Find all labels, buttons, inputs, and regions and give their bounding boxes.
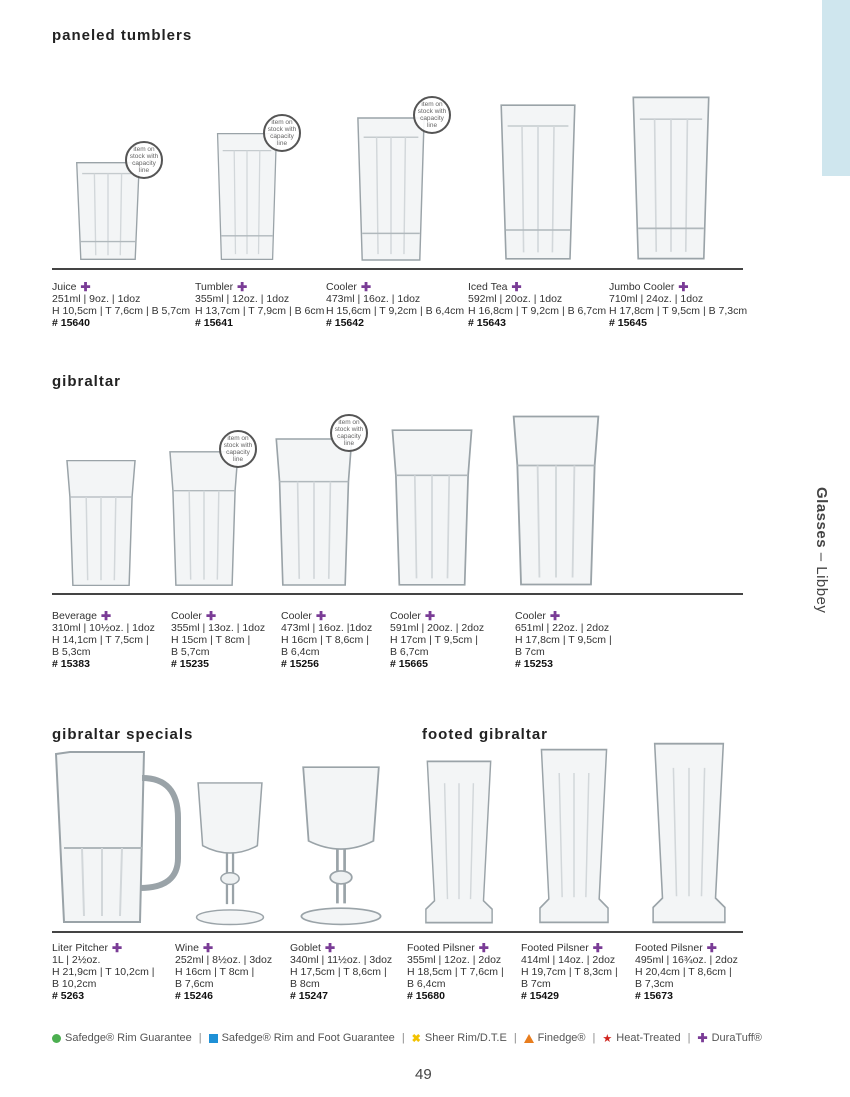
product-dimensions: H 18,5cm | T 7,6cm | <box>407 966 504 978</box>
side-tab <box>822 0 850 176</box>
product-dimensions: H 10,5cm | T 7,6cm | B 5,7cm <box>52 305 191 317</box>
duratuff-plus-icon: ✚ <box>237 280 248 294</box>
product-code: # 15640 <box>52 317 90 329</box>
green-dot-icon <box>52 1034 61 1043</box>
product-code: # 15256 <box>281 658 319 670</box>
duratuff-plus-icon: ✚ <box>706 941 717 955</box>
glass-image <box>389 427 475 588</box>
duratuff-plus-icon: ✚ <box>424 609 435 623</box>
glass-image <box>215 131 279 262</box>
product-dimensions: H 21,9cm | T 10,2cm | <box>52 966 155 978</box>
product-name: Cooler <box>515 610 546 622</box>
product-dimensions-cont: B 6,4cm <box>281 646 320 658</box>
page-number: 49 <box>415 1066 432 1083</box>
legend-separator: | <box>198 1032 202 1044</box>
capacity-badge <box>125 141 163 179</box>
product-code: # 15642 <box>326 317 364 329</box>
product-dimensions: H 14,1cm | T 7,5cm | <box>52 634 149 646</box>
product-name: Goblet <box>290 942 321 954</box>
red-star-icon: ★ <box>602 1032 613 1045</box>
glass-image <box>510 413 602 588</box>
duratuff-plus-icon: ✚ <box>205 609 216 623</box>
product-dimensions-cont: B 6,4cm <box>407 978 446 990</box>
glass-image <box>64 458 138 588</box>
product-dimensions: H 13,7cm | T 7,9cm | B 6cm <box>195 305 325 317</box>
product-dimensions: H 19,7cm | T 8,3cm | <box>521 966 618 978</box>
product-name: Beverage <box>52 610 97 622</box>
product-code: # 15665 <box>390 658 428 670</box>
glass-image <box>167 449 241 588</box>
product-capacity: 414ml | 14oz. | 2doz <box>521 954 616 966</box>
section-title-paneled: paneled tumblers <box>52 27 193 44</box>
product-name: Footed Pilsner <box>635 942 703 954</box>
product-dimensions-cont: B 5,7cm <box>171 646 210 658</box>
blue-square-icon <box>209 1034 218 1043</box>
product-code: # 15673 <box>635 990 673 1002</box>
product-info <box>52 610 155 670</box>
section-title-specials: gibraltar specials <box>52 726 194 743</box>
product-dimensions-cont: B 7cm <box>515 646 545 658</box>
product-name: Cooler <box>390 610 421 622</box>
duratuff-plus-icon: ✚ <box>478 941 489 955</box>
product-code: # 15253 <box>515 658 553 670</box>
side-label-rest: – Libbey <box>813 548 830 614</box>
glass-image <box>52 748 182 926</box>
product-dimensions-cont: B 7cm <box>521 978 551 990</box>
legend-safedge-foot: Safedge® Rim and Foot Guarantee <box>221 1032 395 1044</box>
glass-image <box>498 102 578 262</box>
divider <box>52 931 743 933</box>
product-code: # 5263 <box>52 990 85 1002</box>
duratuff-plus-icon: ✚ <box>678 280 689 294</box>
legend-safedge: Safedge® Rim Guarantee <box>65 1032 192 1044</box>
product-code: # 15247 <box>290 990 328 1002</box>
product-code: # 15235 <box>171 658 209 670</box>
legend-finedge: Finedge® <box>537 1032 586 1044</box>
product-info <box>635 942 738 1002</box>
product-dimensions: H 15,6cm | T 9,2cm | B 6,4cm <box>326 305 465 317</box>
duratuff-plus-icon: ✚ <box>511 280 522 294</box>
product-info <box>195 281 324 329</box>
product-info <box>52 942 155 1002</box>
glass-image <box>192 780 268 926</box>
legend-sheer: Sheer Rim/D.T.E <box>424 1032 507 1044</box>
product-dimensions: H 16cm | T 8cm | <box>175 966 255 978</box>
product-code: # 15429 <box>521 990 559 1002</box>
product-info <box>52 281 190 329</box>
glass-image <box>650 740 728 926</box>
product-code: # 15680 <box>407 990 445 1002</box>
product-code: # 15246 <box>175 990 213 1002</box>
capacity-badge <box>263 114 301 152</box>
product-dimensions-cont: B 10,2cm <box>52 978 97 990</box>
product-capacity: 1L | 2½oz. <box>52 954 101 966</box>
duratuff-plus-icon: ✚ <box>697 1031 708 1045</box>
side-label <box>806 487 830 627</box>
product-code: # 15383 <box>52 658 90 670</box>
product-capacity: 473ml | 16oz. | 1doz <box>326 293 421 305</box>
product-info <box>468 281 606 329</box>
product-name: Liter Pitcher <box>52 942 109 954</box>
glass-image <box>355 115 427 263</box>
duratuff-plus-icon: ✚ <box>360 280 371 294</box>
product-capacity: 355ml | 13oz. | 1doz <box>171 622 266 634</box>
product-name: Jumbo Cooler <box>609 281 675 293</box>
product-dimensions: H 17,8cm | T 9,5cm | B 7,3cm <box>609 305 748 317</box>
product-dimensions: H 16,8cm | T 9,2cm | B 6,7cm <box>468 305 607 317</box>
product-info <box>281 610 372 670</box>
product-dimensions: H 16cm | T 8,6cm | <box>281 634 369 646</box>
duratuff-plus-icon: ✚ <box>80 280 91 294</box>
legend-separator: | <box>401 1032 405 1044</box>
legend-duratuff: DuraTuff® <box>711 1032 762 1044</box>
product-capacity: 592ml | 20oz. | 1doz <box>468 293 563 305</box>
product-capacity: 252ml | 8½oz. | 3doz <box>175 954 273 966</box>
capacity-badge-text: item on stock with capacity line <box>223 435 253 463</box>
product-info <box>390 610 484 670</box>
duratuff-plus-icon: ✚ <box>324 941 335 955</box>
capacity-badge-text: item on stock with capacity line <box>129 146 159 174</box>
product-dimensions-cont: B 7,6cm <box>175 978 214 990</box>
capacity-badge <box>413 96 451 134</box>
product-dimensions: H 15cm | T 8cm | <box>171 634 251 646</box>
product-dimensions-cont: B 7,3cm <box>635 978 674 990</box>
product-code: # 15641 <box>195 317 233 329</box>
product-dimensions: H 17cm | T 9,5cm | <box>390 634 478 646</box>
capacity-badge <box>219 430 257 468</box>
glass-image <box>423 758 495 926</box>
product-capacity: 495ml | 16¾oz. | 2doz <box>635 954 738 966</box>
product-info <box>175 942 272 1002</box>
product-name: Footed Pilsner <box>407 942 475 954</box>
product-name: Tumbler <box>195 281 234 293</box>
section-title-gibraltar: gibraltar <box>52 373 122 390</box>
product-capacity: 251ml | 9oz. | 1doz <box>52 293 141 305</box>
product-info <box>609 281 747 329</box>
yellow-cross-icon: ✖ <box>411 1032 421 1045</box>
legend-separator: | <box>687 1032 691 1044</box>
product-info <box>171 610 265 670</box>
side-label-bold: Glasses <box>813 487 830 549</box>
product-name: Cooler <box>326 281 357 293</box>
legend <box>52 1031 762 1045</box>
product-capacity: 355ml | 12oz. | 2doz <box>407 954 502 966</box>
divider <box>52 593 743 595</box>
product-info <box>515 610 612 670</box>
product-code: # 15643 <box>468 317 506 329</box>
product-capacity: 591ml | 20oz. | 2doz <box>390 622 485 634</box>
product-name: Cooler <box>171 610 202 622</box>
glass-image <box>273 436 355 588</box>
capacity-badge-text: item on stock with capacity line <box>267 119 297 147</box>
product-code: # 15645 <box>609 317 647 329</box>
product-name: Iced Tea <box>468 281 508 293</box>
product-info <box>407 942 504 1002</box>
glass-image <box>537 746 611 926</box>
capacity-badge-text: item on stock with capacity line <box>417 101 447 129</box>
product-capacity: 473ml | 16oz. |1doz <box>281 622 373 634</box>
product-info <box>326 281 464 329</box>
product-capacity: 340ml | 11½oz. | 3doz <box>290 954 393 966</box>
capacity-badge <box>330 414 368 452</box>
product-info <box>290 942 392 1002</box>
product-dimensions-cont: B 8cm <box>290 978 320 990</box>
product-capacity: 355ml | 12oz. | 1doz <box>195 293 290 305</box>
product-name: Juice <box>52 281 77 293</box>
duratuff-plus-icon: ✚ <box>592 941 603 955</box>
duratuff-plus-icon: ✚ <box>202 941 213 955</box>
product-name: Wine <box>175 942 199 954</box>
duratuff-plus-icon: ✚ <box>315 609 326 623</box>
product-capacity: 310ml | 10½oz. | 1doz <box>52 622 155 634</box>
product-capacity: 710ml | 24oz. | 1doz <box>609 293 704 305</box>
product-dimensions-cont: B 5,3cm <box>52 646 91 658</box>
product-name: Cooler <box>281 610 312 622</box>
capacity-badge-text: item on stock with capacity line <box>334 419 364 447</box>
glass-image <box>296 764 386 926</box>
product-info <box>521 942 618 1002</box>
product-dimensions: H 17,5cm | T 8,6cm | <box>290 966 387 978</box>
product-capacity: 651ml | 22oz. | 2doz <box>515 622 610 634</box>
legend-separator: | <box>592 1032 596 1044</box>
duratuff-plus-icon: ✚ <box>112 941 123 955</box>
glass-image <box>630 94 712 262</box>
divider <box>52 268 743 270</box>
product-dimensions: H 20,4cm | T 8,6cm | <box>635 966 732 978</box>
legend-separator: | <box>513 1032 517 1044</box>
product-dimensions: H 17,8cm | T 9,5cm | <box>515 634 612 646</box>
duratuff-plus-icon: ✚ <box>549 609 560 623</box>
product-dimensions-cont: B 6,7cm <box>390 646 429 658</box>
product-name: Footed Pilsner <box>521 942 589 954</box>
orange-triangle-icon <box>524 1034 534 1043</box>
duratuff-plus-icon: ✚ <box>100 609 112 623</box>
legend-heat: Heat-Treated <box>616 1032 681 1044</box>
section-title-footed: footed gibraltar <box>422 726 549 743</box>
